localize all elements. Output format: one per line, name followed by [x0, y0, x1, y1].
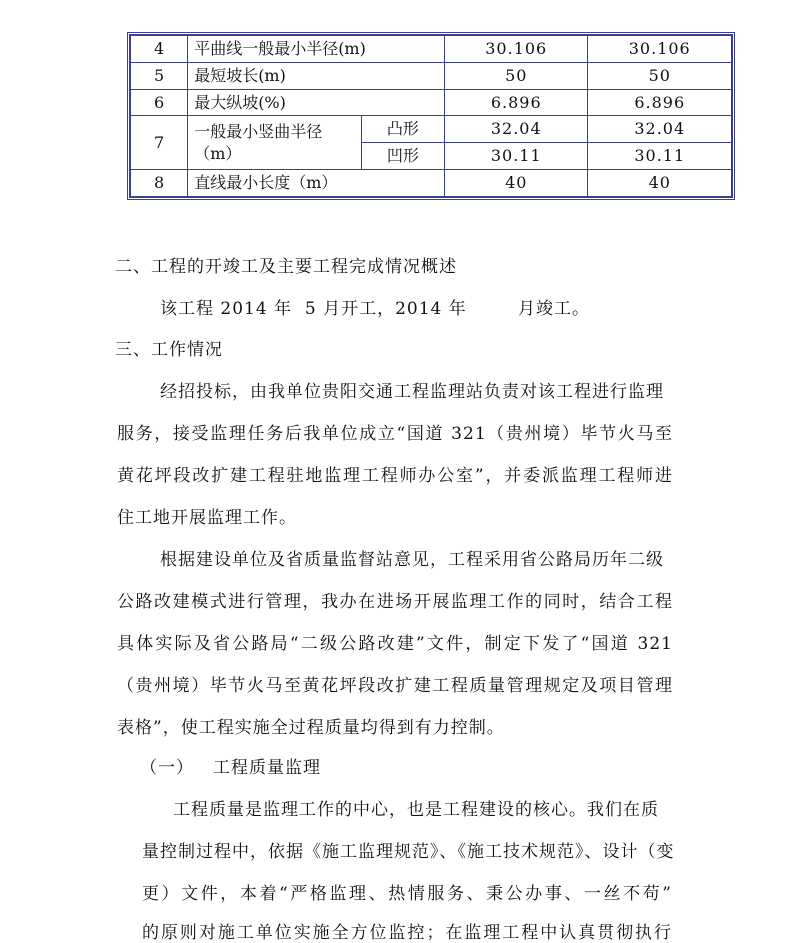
row-item: 最短坡长(m) [188, 62, 445, 89]
row-item: 平曲线一般最小半径(m) [188, 36, 445, 63]
paragraph-line: 住工地开展监理工作。 [117, 508, 297, 528]
row-value-2: 50 [588, 62, 732, 89]
row-value-2: 30.106 [588, 36, 732, 63]
section-heading: 三、工作情况 [115, 340, 223, 360]
row-value-2: 32.04 [588, 116, 732, 143]
row-number: 8 [131, 170, 188, 197]
row-value-1: 30.11 [445, 143, 588, 170]
table-row [131, 116, 732, 143]
paragraph-line: 黄花坪段改扩建工程驻地监理工程师办公室”，并委派监理工程师进 [117, 466, 673, 486]
paragraph-line: （贵州境）毕节火马至黄花坪段改扩建工程质量管理规定及项目管理 [117, 676, 673, 696]
section-heading: 二、工程的开竣工及主要工程完成情况概述 [115, 257, 457, 277]
row-subitem: 凹形 [361, 143, 444, 170]
subsection-number: （一） [140, 758, 194, 778]
row-item: 一般最小竖曲半径（m） [188, 116, 362, 170]
paragraph-line: 量控制过程中，依据《施工监理规范》、《施工技术规范》、设计（变 [142, 842, 675, 862]
paragraph-line: 具体实际及省公路局“二级公路改建”文件，制定下发了“国道 321 [117, 634, 673, 654]
paragraph-line: 公路改建模式进行管理，我办在进场开展监理工作的同时，结合工程 [117, 592, 673, 612]
row-item: 最大纵坡(%) [188, 89, 445, 116]
row-value-2: 6.896 [588, 89, 732, 116]
table-row [131, 62, 732, 89]
row-value-2: 40 [588, 170, 732, 197]
subsection-heading: 工程质量监理 [213, 758, 321, 778]
row-number: 4 [131, 36, 188, 63]
spec-table [127, 32, 735, 200]
paragraph-line: 经招投标，由我单位贵阳交通工程监理站负责对该工程进行监理 [160, 382, 664, 402]
row-value-1: 32.04 [445, 116, 588, 143]
table-row [131, 36, 732, 63]
row-value-1: 40 [445, 170, 588, 197]
row-item: 直线最小长度（m） [188, 170, 445, 197]
row-number: 6 [131, 89, 188, 116]
row-value-1: 30.106 [445, 36, 588, 63]
row-value-1: 6.896 [445, 89, 588, 116]
row-number: 7 [131, 116, 188, 170]
table-row [131, 89, 732, 116]
row-value-1: 50 [445, 62, 588, 89]
row-value-2: 30.11 [588, 143, 732, 170]
paragraph-line: 服务，接受监理任务后我单位成立“国道 321（贵州境）毕节火马至 [117, 424, 673, 444]
paragraph-line: 更）文件，本着“严格监理、热情服务、秉公办事、一丝不苟” [142, 884, 672, 904]
paragraph-line: 表格”，使工程实施全过程质量均得到有力控制。 [117, 718, 505, 738]
row-number: 5 [131, 62, 188, 89]
row-subitem: 凸形 [361, 116, 444, 143]
paragraph-line: 根据建设单位及省质量监督站意见，工程采用省公路局历年二级 [160, 550, 664, 570]
paragraph-text: 该工程 2014 年 5 月开工，2014 年 月竣工。 [160, 299, 590, 319]
paragraph-line: 的原则对施工单位实施全方位监控；在监理工程中认真贯彻执行 [142, 923, 672, 943]
table-row [131, 170, 732, 197]
paragraph-line: 工程质量是监理工作的中心，也是工程建设的核心。我们在质 [173, 800, 659, 820]
